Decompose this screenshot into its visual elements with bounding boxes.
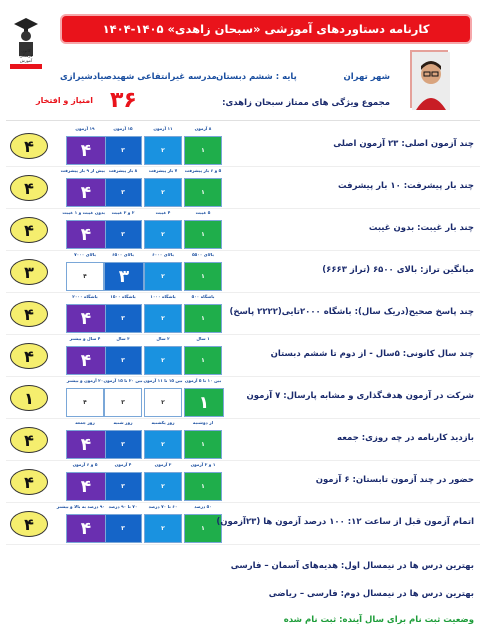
tier-cell: ۱ bbox=[184, 346, 222, 375]
tier-cell: ۲ bbox=[144, 346, 182, 375]
score-badge: ۴ bbox=[10, 175, 48, 201]
tier-label: روز جمعه bbox=[75, 420, 95, 425]
tier-label: بالای ۷۰۰۰ bbox=[74, 252, 96, 257]
tier-cell-selected: ۴ bbox=[66, 304, 106, 333]
score-badge: ۴ bbox=[10, 301, 48, 327]
achievement-question: چند بار پیشرفت: ۱۰ بار پیشرفت bbox=[338, 181, 474, 191]
tier-label: بین ۱۰ تا ۵ آزمون bbox=[184, 378, 222, 383]
tier-label: بالای ۶۰۰۰ bbox=[152, 252, 174, 257]
score-badge: ۴ bbox=[10, 217, 48, 243]
achievement-question: چند آزمون اصلی: ۲۳ آزمون اصلی bbox=[333, 139, 474, 149]
tier-cell: ۱ bbox=[184, 136, 222, 165]
tier-label: روز شنبه bbox=[113, 420, 133, 425]
achievement-question: اتمام آزمون قبل از ساعت ۱۲: ۱۰۰ درصد آزمون ها (۲۳آزمون) bbox=[216, 517, 474, 527]
tier-label: ۸ آزمون bbox=[194, 126, 212, 131]
tier-label: بیش از ۹ بار پیشرفت bbox=[60, 168, 105, 173]
tier-cell: ۲ bbox=[144, 514, 182, 543]
tier-cell: ۲ bbox=[144, 136, 182, 165]
achievement-row bbox=[0, 209, 486, 251]
tier-cell: ۱ bbox=[184, 220, 222, 249]
tier-cell-selected: ۴ bbox=[66, 178, 106, 207]
achievement-row bbox=[0, 377, 486, 419]
achievement-row bbox=[0, 167, 486, 209]
report-title: کارنامه دستاوردهای آموزشی «سبحان زاهدی» ۱۴۰۵-۱۴۰۴ bbox=[60, 14, 472, 44]
tier-cell: ۳ bbox=[104, 472, 142, 501]
tier-cell: ۳ bbox=[104, 514, 142, 543]
tier-label: ۵ و ۶ بار پیشرفت bbox=[184, 168, 222, 173]
tier-cell: ۱ bbox=[184, 430, 222, 459]
tier-label: بالای ۶۵۰۰ bbox=[112, 252, 134, 257]
score-badge: ۳ bbox=[10, 259, 48, 285]
tier-label: بدون غیبت و ۱ غیبت bbox=[62, 210, 105, 215]
tier-cell: ۳ bbox=[104, 178, 142, 207]
score-badge: ۴ bbox=[10, 469, 48, 495]
school-label: مدرسه غیرانتفاعی شهیدصیادشیرازی bbox=[60, 72, 217, 82]
tier-cell: ۴ bbox=[66, 388, 104, 417]
tier-label: ۵۰ درصد bbox=[194, 504, 212, 509]
tier-label: ۹۰ درصد به بالا و بیشتر bbox=[56, 504, 105, 509]
score-badge: ۴ bbox=[10, 427, 48, 453]
tier-cell: ۳ bbox=[104, 430, 142, 459]
achievement-question: چند سال کانونی: ۵سال - از دوم تا ششم دبستان bbox=[270, 349, 474, 359]
achievement-row bbox=[0, 293, 486, 335]
tier-label: باشگاه ۵۰۰ bbox=[191, 294, 215, 299]
score-badge: ۴ bbox=[10, 133, 48, 159]
tier-cell: ۲ bbox=[144, 304, 182, 333]
tier-cell: ۱ bbox=[184, 304, 222, 333]
summary-unit: امتیاز و افتخار bbox=[36, 96, 93, 105]
city-label: شهر تهران bbox=[343, 72, 390, 82]
tier-cell: ۲ bbox=[144, 472, 182, 501]
tier-label: ۱ و ۲ آزمون bbox=[190, 462, 216, 467]
tier-label: ۵ و ۶ آزمون bbox=[72, 462, 98, 467]
summary-score: ۳۶ bbox=[110, 88, 137, 113]
tier-label: ۳ سال bbox=[116, 336, 130, 341]
tier-cell: ۳ bbox=[104, 346, 142, 375]
tier-label: ۷ بار پیشرفت bbox=[148, 168, 178, 173]
tier-label: ۲۰ آزمون و بیشتر bbox=[66, 378, 104, 383]
tier-cell: ۲ bbox=[144, 262, 182, 291]
tier-cell-selected: ۴ bbox=[66, 514, 106, 543]
tier-cell: ۳ bbox=[104, 304, 142, 333]
tier-cell: ۲ bbox=[144, 430, 182, 459]
logo-text: کانون فرهنگی آموزش bbox=[19, 48, 33, 63]
tier-label: ۱۹ آزمون bbox=[75, 126, 95, 131]
tier-cell-selected: ۴ bbox=[66, 346, 106, 375]
tier-label: ۳ آزمون bbox=[154, 462, 172, 467]
tier-cell-selected: ۴ bbox=[66, 136, 106, 165]
achievement-question: بازدید کارنامه در چه روزی: جمعه bbox=[337, 433, 474, 443]
achievement-row bbox=[0, 419, 486, 461]
tier-label: ۸ بار پیشرفت bbox=[108, 168, 138, 173]
tier-cell: ۲ bbox=[144, 178, 182, 207]
tier-cell: ۱ bbox=[184, 514, 222, 543]
tier-label: باشگاه ۱۰۰۰ bbox=[150, 294, 176, 299]
tier-cell: ۲ bbox=[144, 388, 182, 417]
tier-label: روز یکشنبه bbox=[151, 420, 175, 425]
achievement-question: چند بار غیبت: بدون غیبت bbox=[368, 223, 474, 233]
achievement-row bbox=[0, 503, 486, 545]
tier-label: ۲ و ۳ غیبت bbox=[111, 210, 135, 215]
achievement-question: حضور در چند آزمون تابستان: ۶ آزمون bbox=[315, 475, 474, 485]
tier-label: ۶۰ تا ۷۰ درصد bbox=[148, 504, 178, 509]
tier-label: ۴ سال و بیشتر bbox=[69, 336, 101, 341]
tier-label: ۱۵ آزمون bbox=[113, 126, 133, 131]
tier-cell-selected: ۳ bbox=[104, 262, 144, 291]
score-badge: ۱ bbox=[10, 385, 48, 411]
tier-cell: ۳ bbox=[104, 220, 142, 249]
tier-label: ۱ سال bbox=[196, 336, 210, 341]
score-badge: ۴ bbox=[10, 343, 48, 369]
achievement-question: چند پاسخ صحیح(دریک سال): باشگاه ۲۰۰۰تایی(۲۲۲۲ پاسخ) bbox=[229, 307, 474, 317]
header-divider bbox=[6, 120, 480, 121]
tier-label: باشگاه ۲۰۰۰ bbox=[72, 294, 98, 299]
achievement-row bbox=[0, 125, 486, 167]
tier-cell: ۴ bbox=[66, 262, 104, 291]
tier-cell: ۳ bbox=[104, 136, 142, 165]
tier-label: باشگاه ۱۵۰۰ bbox=[110, 294, 136, 299]
tier-label: ۴ غیبت bbox=[155, 210, 171, 215]
achievement-question: شرکت در آزمون هدف‌گذاری و مشابه پارسال: ۷ آزمون bbox=[246, 391, 474, 401]
achievement-question: میانگین تراز: بالای ۶۵۰۰ (تراز ۶۶۶۳) bbox=[322, 265, 474, 275]
student-photo bbox=[410, 50, 448, 108]
summary-label: مجموع ویژگی های ممتاز سبحان زاهدی: bbox=[222, 98, 390, 108]
next-year-registration: وضعیت ثبت نام برای سال آینده: ثبت نام شده bbox=[283, 615, 474, 625]
tier-cell: ۳ bbox=[104, 388, 142, 417]
tier-label: ۲ سال bbox=[156, 336, 170, 341]
tier-cell: ۱ bbox=[184, 472, 222, 501]
tier-label: بین ۱۵ تا ۱۱ آزمون bbox=[143, 378, 183, 383]
tier-label: ۱۱ آزمون bbox=[153, 126, 173, 131]
tier-label: ۴ آزمون bbox=[114, 462, 132, 467]
tier-label: ۵ غیبت bbox=[195, 210, 211, 215]
score-badge: ۴ bbox=[10, 511, 48, 537]
grade-label: پایه : ششم دبستان bbox=[216, 72, 297, 82]
tier-cell: ۲ bbox=[144, 220, 182, 249]
tier-cell-selected: ۴ bbox=[66, 472, 106, 501]
tier-label: ۷۰ تا ۹۰ درصد bbox=[108, 504, 138, 509]
achievement-row bbox=[0, 251, 486, 293]
achievement-row bbox=[0, 335, 486, 377]
tier-label: از دوشنبه bbox=[192, 420, 214, 425]
row-divider bbox=[6, 544, 480, 545]
tier-label: بالای ۵۵۰۰ bbox=[192, 252, 214, 257]
tier-cell: ۱ bbox=[184, 262, 222, 291]
tier-cell: ۱ bbox=[184, 178, 222, 207]
best-subjects-first-term: بهترین درس ها در نیمسال اول: هدیه‌های آسمان – فارسی bbox=[230, 561, 474, 571]
tier-cell-selected: ۴ bbox=[66, 220, 106, 249]
logo-red-strip bbox=[10, 64, 42, 69]
tier-label: بین ۲۰ تا ۱۵ آزمون bbox=[103, 378, 143, 383]
best-subjects-second-term: بهترین درس ها در نیمسال دوم: فارسی – ریاضی bbox=[268, 589, 474, 599]
tier-cell-selected: ۱ bbox=[184, 388, 224, 417]
achievement-row bbox=[0, 461, 486, 503]
tier-cell-selected: ۴ bbox=[66, 430, 106, 459]
